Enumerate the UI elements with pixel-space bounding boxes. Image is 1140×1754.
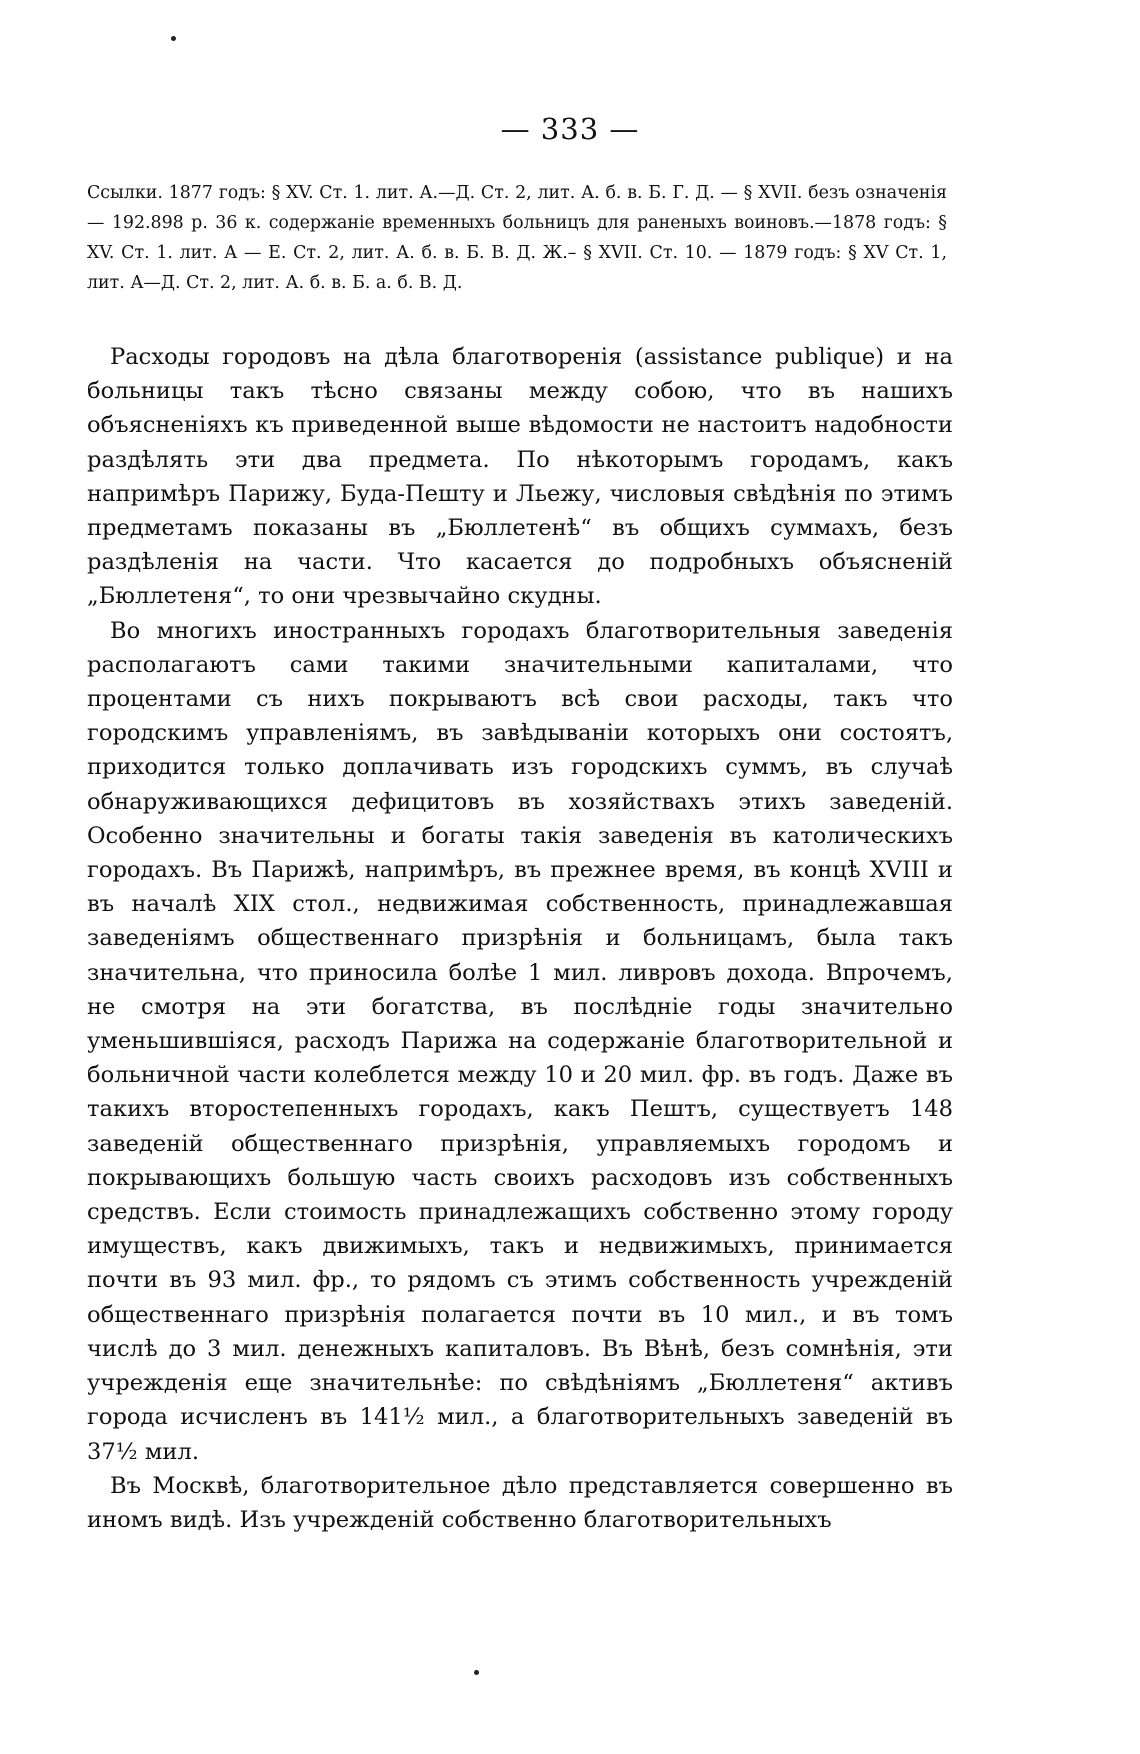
page-number: — 333 — (500, 112, 640, 146)
paragraph: Расходы городовъ на дѣла благотворенія (assistance publique) и на больницы такъ тѣсно связаны между собою, что въ нашихъ объясненіяхъ къ приведенной выше вѣдомости не настоитъ надобности раздѣлять эти два предмета. По нѣкоторымъ городамъ, какъ напримѣръ Парижу, Буда-Пешту и Льежу, числовыя свѣдѣнія по этимъ предметамъ показаны въ „Бюллетенѣ“ въ общихъ суммахъ, безъ раздѣленія на части. Что касается до подробныхъ объясненій „Бюллетеня“, то они чрезвычайно скудны. (87, 344, 953, 610)
ink-speck-top (171, 36, 176, 41)
paragraph: Въ Москвѣ, благотворительное дѣло представляется совершенно въ иномъ видѣ. Изъ учрежденій собственно благотворительныхъ (87, 1472, 953, 1533)
ink-speck-bottom (474, 1670, 479, 1675)
references-block: Ссылки. 1877 годъ: § XV. Ст. 1. лит. А.—Д. Ст. 2, лит. А. б. в. Б. Г. Д. — § XVII. безъ означенія — 192.898 р. 36 к. содержаніе временныхъ больницъ для раненыхъ воиновъ.—1878 годъ: § XV. Ст. 1. лит. А — Е. Ст. 2, лит. А. б. в. Б. В. Д. Ж.– § XVII. Ст. 10. — 1879 годъ: § XV Ст. 1, лит. А—Д. Ст. 2, лит. А. б. в. Б. а. б. В. Д. (87, 183, 947, 293)
main-text (87, 340, 953, 1537)
paragraph: Во многихъ иностранныхъ городахъ благотворительныя заведенія располагаютъ сами такими значительными капиталами, что процентами съ нихъ покрываютъ всѣ свои расходы, такъ что городскимъ управленіямъ, въ завѣдываніи которыхъ они состоятъ, приходится только доплачивать изъ городскихъ суммъ, въ случаѣ обнаруживающихся дефицитовъ въ хозяйствахъ этихъ заведеній. Особенно значительны и богаты такія заведенія въ католическихъ городахъ. Въ Парижѣ, напримѣръ, въ прежнее время, въ концѣ XVIII и въ началѣ XIX стол., недвижимая собственность, принадлежавшая заведеніямъ общественнаго призрѣнія и больницамъ, была такъ значительна, что приносила болѣе 1 мил. ливровъ дохода. Впрочемъ, не смотря на эти богатства, въ послѣдніе годы значительно уменьшившіяся, расходъ Парижа на содержаніе благотворительной и больничной части колеблется между 10 и 20 мил. фр. въ годъ. Даже въ такихъ второстепенныхъ городахъ, какъ Пештъ, существуетъ 148 заведеній общественнаго призрѣнія, управляемыхъ городомъ и покрывающихъ большую часть своихъ расходовъ изъ собственныхъ средствъ. Если стоимость принадлежащихъ собственно этому городу имуществъ, какъ движимыхъ, такъ и недвижимыхъ, принимается почти въ 93 мил. фр., то рядомъ съ этимъ собственность учрежденій общественнаго призрѣнія полагается почти въ 10 мил., и въ томъ числѣ до 3 мил. денежныхъ капиталовъ. Въ Вѣнѣ, безъ сомнѣнія, эти учрежденія еще значительнѣе: по свѣдѣніямъ „Бюллетеня“ активъ города исчисленъ въ 141½ мил., а благотворительныхъ заведеній въ 37½ мил. (87, 617, 953, 1465)
